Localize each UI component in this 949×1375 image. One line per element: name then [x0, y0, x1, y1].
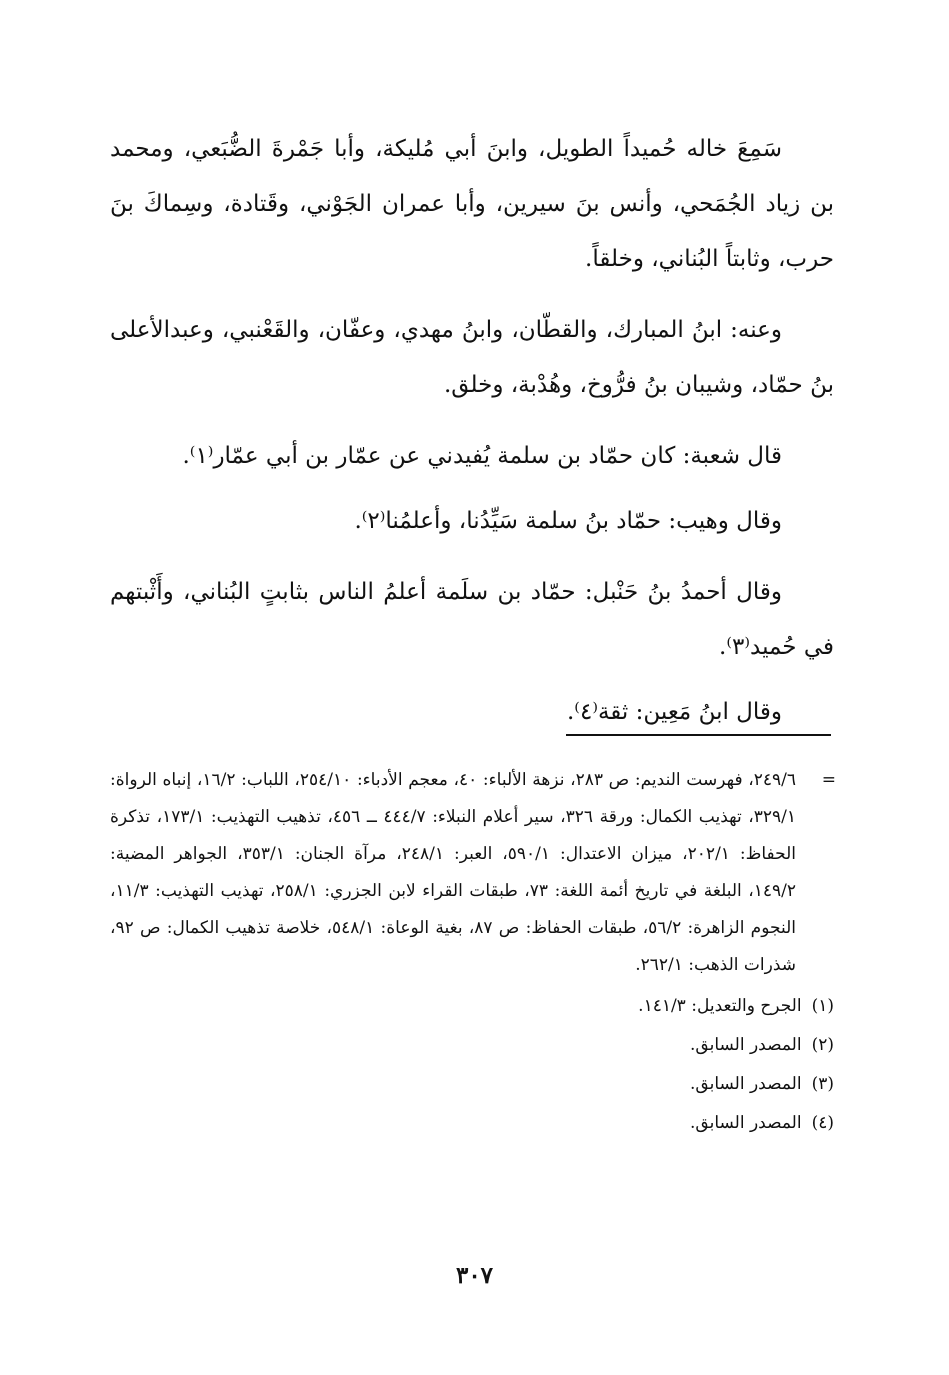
- footnote-item: [110, 1066, 834, 1105]
- footnote-text: الجرح والتعديل: ١٤١/٣.: [638, 996, 802, 1016]
- paragraph-ibn-main-quote: وقال ابنُ مَعِين: ثقة⁽٤⁾.: [566, 699, 782, 725]
- footnote-number: (٤): [811, 1113, 834, 1133]
- footnote-item: [110, 1105, 834, 1144]
- continuation-text: ٢٤٩/٦، فهرست النديم: ص ٢٨٣، نزهة الألباء: ٤٠، معجم الأدباء: ٢٥٤/١٠، اللباب: ١٦/٢، إنباه الرواة: ٣٢٩/١، تهذيب الكمال: ورقة ٣٢٦، سير أعلام النبلاء: ٤٤٤/٧ ــ ٤٥٦، تذهيب التهذيب: ١٧٣/١، تذكرة الحفاظ: ٢٠٢/١، ميزان الاعتدال: ٥٩٠/١، العبر: ٢٤٨/١، مرآة الجنان: ٣٥٣/١، الجواهر المضية: ١٤٩/٢، البلغة في تاريخ أئمة اللغة: ٧٣، طبقات القراء لابن الجزري: ٢٥٨/١، تهذيب التهذيب: ١١/٣، النجوم الزاهرة: ٥٦/٢، طبقات الحفاظ: ص ٨٧، بغية الوعاة: ٥٤٨/١، خلاصة تذهيب الكمال: ص ٩٢، شذرات الذهب: ٢٦٢/١.: [110, 770, 797, 975]
- footnote-text: المصدر السابق.: [690, 1074, 802, 1094]
- main-text: [110, 122, 834, 740]
- footnote-text: المصدر السابق.: [690, 1113, 802, 1133]
- footnote-list: [110, 988, 834, 1144]
- continuation-marker: =: [821, 770, 836, 790]
- paragraph-wuhayb-quote: وقال وهيب: حمّاد بنُ سلمة سَيِّدُنا، وأعلمُنا⁽٢⁾.: [354, 508, 782, 534]
- paragraph-narrators: وعنه: ابنُ المبارك، والقطّان، وابنُ مهدي، وعفّان، والقَعْنبي، وعبدالأعلى بنُ حمّاد، وشيبان بنُ فرُّوخ، وهُدْبة، وخلق.: [110, 317, 834, 398]
- footnote-continuation: [110, 762, 834, 984]
- footnote-item: [110, 988, 834, 1027]
- footnote-item: [110, 1027, 834, 1066]
- paragraph-shuba-quote: قال شعبة: كان حمّاد بن سلمة يُفيدني عن عمّار بن أبي عمّار⁽١⁾.: [182, 443, 782, 469]
- page-number: ٣٠٧: [455, 1262, 494, 1289]
- paragraph-heard-from: سَمِعَ خاله حُميداً الطويل، وابنَ أبي مُليكة، وأبا جَمْرةَ الضُّبَعي، ومحمد بن زياد الجُمَحي، وأنس بنَ سيرين، وأبا عمران الجَوْني، وقَتادة، وسِماكَ بنَ حرب، وثابتاً البُناني، وخلقاً.: [110, 136, 834, 272]
- footnote-text: المصدر السابق.: [690, 1035, 802, 1055]
- footnote-number: (١): [811, 996, 834, 1016]
- paragraph-ahmad-quote: وقال أحمدُ بنُ حَنْبل: حمّاد بن سلَمة أعلمُ الناس بثابتٍ البُناني، وأَثْبتهم في حُميد⁽٣⁾.: [110, 579, 834, 660]
- footnotes: [110, 762, 834, 1144]
- footnote-number: (٢): [811, 1035, 834, 1055]
- footnote-separator: [566, 734, 831, 736]
- footnote-number: (٣): [811, 1074, 834, 1094]
